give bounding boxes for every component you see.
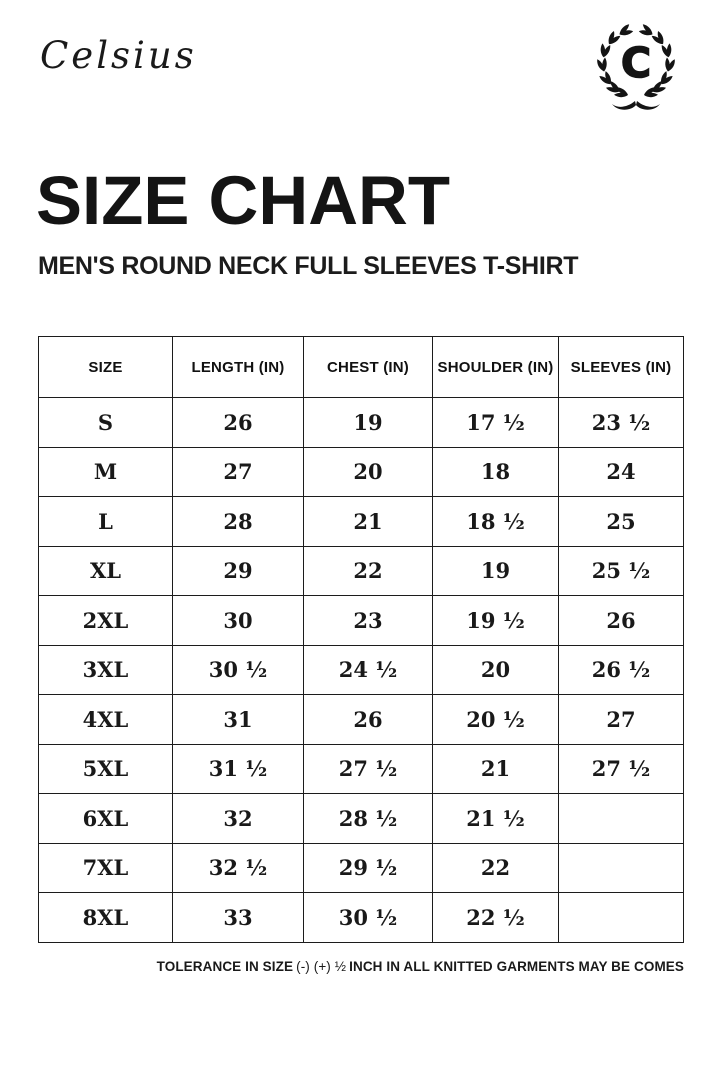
table-row	[39, 546, 684, 596]
length-cell: 30 ½	[173, 645, 304, 695]
table-row	[39, 645, 684, 695]
chest-cell: 26	[304, 695, 433, 745]
size-cell: L	[39, 497, 173, 547]
tolerance-note	[38, 959, 684, 974]
length-cell: 28	[173, 497, 304, 547]
size-cell: 4XL	[39, 695, 173, 745]
length-cell: 31	[173, 695, 304, 745]
sleeves-cell	[559, 893, 684, 943]
chest-cell: 23	[304, 596, 433, 646]
brand-crest-logo	[586, 16, 686, 112]
sleeves-cell	[559, 843, 684, 893]
crest-monogram: C	[620, 39, 652, 87]
length-cell: 31 ½	[173, 744, 304, 794]
tolerance-note-prefix: TOLERANCE IN SIZE	[156, 959, 294, 974]
size-cell: 5XL	[39, 744, 173, 794]
laurel-wreath-icon	[586, 16, 686, 112]
chest-cell: 22	[304, 546, 433, 596]
shoulder-cell: 17 ½	[433, 398, 559, 448]
sleeves-cell: 26 ½	[559, 645, 684, 695]
size-cell: S	[39, 398, 173, 448]
chest-cell: 30 ½	[304, 893, 433, 943]
sleeves-cell: 26	[559, 596, 684, 646]
size-cell: M	[39, 447, 173, 497]
tolerance-note-symbols: (-) (+) ½	[296, 959, 347, 974]
shoulder-cell: 18 ½	[433, 497, 559, 547]
length-cell: 30	[173, 596, 304, 646]
size-chart-table	[38, 336, 684, 943]
length-cell: 29	[173, 546, 304, 596]
table-row	[39, 596, 684, 646]
shoulder-cell: 22	[433, 843, 559, 893]
chest-cell: 27 ½	[304, 744, 433, 794]
shoulder-cell: 20	[433, 645, 559, 695]
table-header-row	[39, 337, 684, 398]
shoulder-cell: 22 ½	[433, 893, 559, 943]
length-cell: 33	[173, 893, 304, 943]
shoulder-cell: 20 ½	[433, 695, 559, 745]
size-cell: 2XL	[39, 596, 173, 646]
size-cell: 8XL	[39, 893, 173, 943]
shoulder-cell: 18	[433, 447, 559, 497]
column-header-chest: CHEST (IN)	[304, 337, 433, 398]
length-cell: 32 ½	[173, 843, 304, 893]
column-header-sleeves: SLEEVES (IN)	[559, 337, 684, 398]
size-cell: 6XL	[39, 794, 173, 844]
table-row	[39, 893, 684, 943]
page-subtitle: MEN'S ROUND NECK FULL SLEEVES T-SHIRT	[38, 252, 579, 280]
sleeves-cell: 25 ½	[559, 546, 684, 596]
tolerance-note-suffix: INCH IN ALL KNITTED GARMENTS MAY BE COMES	[349, 959, 684, 974]
table-row	[39, 398, 684, 448]
size-cell: 7XL	[39, 843, 173, 893]
table-row	[39, 497, 684, 547]
chest-cell: 28 ½	[304, 794, 433, 844]
column-header-size: SIZE	[39, 337, 173, 398]
sleeves-cell: 27	[559, 695, 684, 745]
length-cell: 26	[173, 398, 304, 448]
sleeves-cell: 27 ½	[559, 744, 684, 794]
page-title: SIZE CHART	[36, 162, 450, 239]
table-row	[39, 744, 684, 794]
length-cell: 27	[173, 447, 304, 497]
size-cell: XL	[39, 546, 173, 596]
column-header-shoulder: SHOULDER (IN)	[433, 337, 559, 398]
chest-cell: 21	[304, 497, 433, 547]
sleeves-cell	[559, 794, 684, 844]
chest-cell: 20	[304, 447, 433, 497]
sleeves-cell: 25	[559, 497, 684, 547]
chest-cell: 29 ½	[304, 843, 433, 893]
shoulder-cell: 21	[433, 744, 559, 794]
sleeves-cell: 24	[559, 447, 684, 497]
column-header-length: LENGTH (IN)	[173, 337, 304, 398]
table-row	[39, 447, 684, 497]
table-row	[39, 695, 684, 745]
table-row	[39, 843, 684, 893]
table-row	[39, 794, 684, 844]
size-cell: 3XL	[39, 645, 173, 695]
sleeves-cell: 23 ½	[559, 398, 684, 448]
brand-wordmark: Celsius	[40, 34, 197, 77]
shoulder-cell: 19	[433, 546, 559, 596]
chest-cell: 24 ½	[304, 645, 433, 695]
shoulder-cell: 19 ½	[433, 596, 559, 646]
shoulder-cell: 21 ½	[433, 794, 559, 844]
length-cell: 32	[173, 794, 304, 844]
chest-cell: 19	[304, 398, 433, 448]
